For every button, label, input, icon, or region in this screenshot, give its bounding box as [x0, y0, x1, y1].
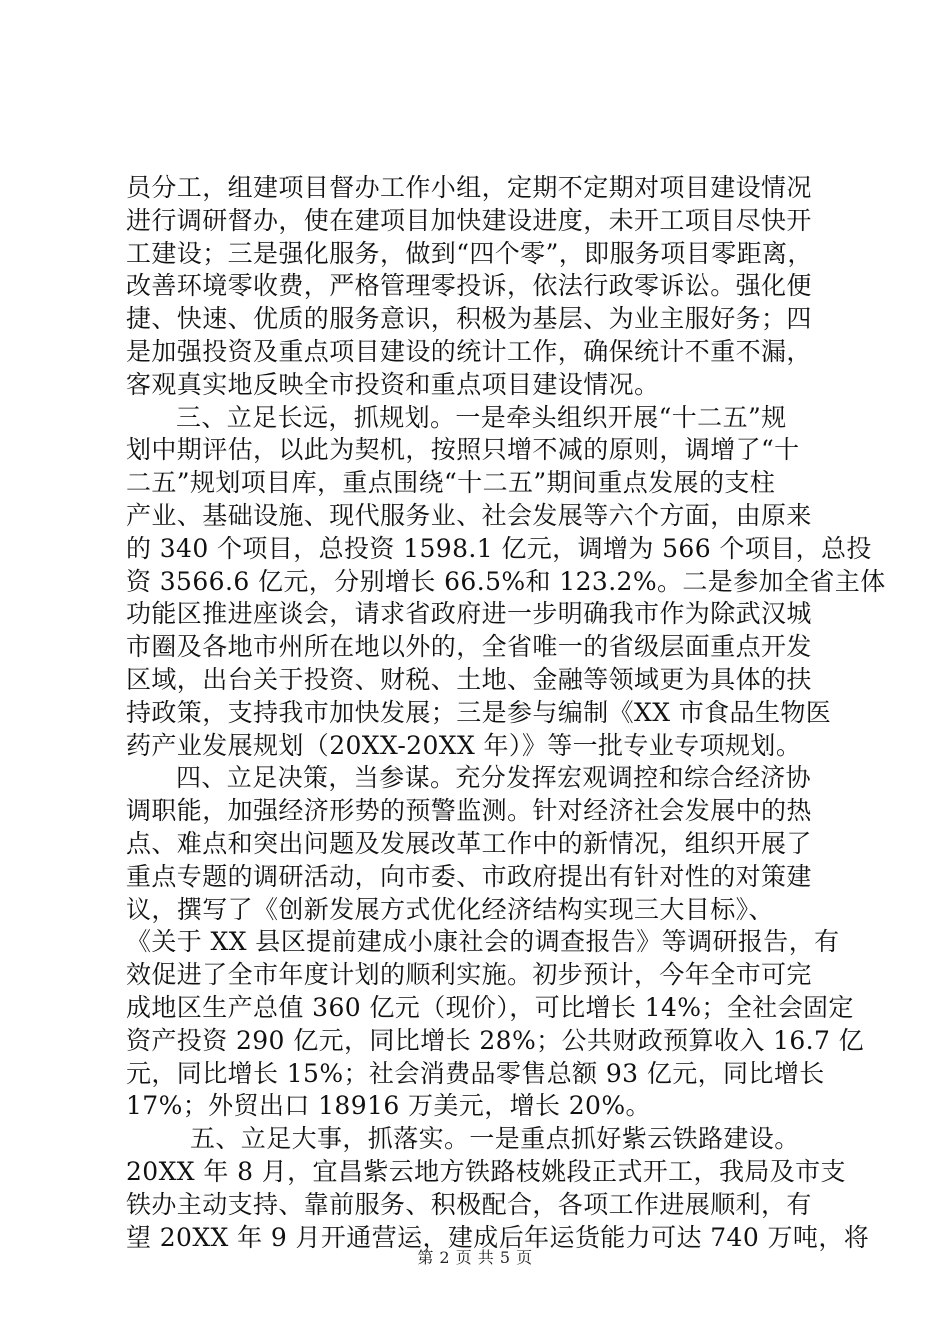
text-line: 17%；外贸出口 18916 万美元，增长 20%。	[126, 1091, 651, 1121]
text-line: 资产投资 290 亿元，同比增长 28%；公共财政预算收入 16.7 亿	[126, 1025, 865, 1055]
text-line: 二五”规划项目库，重点围绕“十二五”期间重点发展的支柱	[126, 468, 776, 498]
text-line: 工建设；三是强化服务，做到“四个零”，即服务项目零距离，	[126, 238, 813, 268]
text-line: 的 340 个项目，总投资 1598.1 亿元，调增为 566 个项目，总投	[126, 533, 872, 563]
text-line: 《关于 XX 县区提前建成小康社会的调查报告》等调研报告，有	[126, 927, 840, 957]
text-line: 点、难点和突出问题及发展改革工作中的新情况，组织开展了	[126, 828, 812, 858]
text-line: 功能区推进座谈会，请求省政府进一步明确我市作为除武汉城	[126, 599, 812, 629]
text-line: 望 20XX 年 9 月开通营运，建成后年运货能力可达 740 万吨，将	[126, 1222, 870, 1252]
text-line: 重点专题的调研活动，向市委、市政府提出有针对性的对策建	[126, 861, 812, 891]
body-text	[126, 172, 886, 1254]
text-line: 市圈及各地市州所在地以外的，全省唯一的省级层面重点开发	[126, 632, 812, 662]
text-line: 议，撰写了《创新发展方式优化经济结构实现三大目标》、	[126, 894, 774, 924]
text-line: 划中期评估，以此为契机，按照只增不减的原则，调增了“十	[126, 435, 800, 465]
text-line: 捷、快速、优质的服务意识，积极为基层、为业主服好务；四	[126, 304, 812, 334]
text-line: 调职能，加强经济形势的预警监测。针对经济社会发展中的热	[126, 796, 812, 826]
text-line: 元，同比增长 15%；社会消费品零售总额 93 亿元，同比增长	[126, 1058, 825, 1088]
text-line: 产业、基础设施、现代服务业、社会发展等六个方面，由原来	[126, 500, 812, 530]
text-line: 铁办主动支持、靠前服务、积极配合，各项工作进展顺利，有	[126, 1189, 812, 1219]
text-line: 客观真实地反映全市投资和重点项目建设情况。	[126, 369, 660, 399]
text-line: 效促进了全市年度计划的顺利实施。初步预计，今年全市可完	[126, 960, 812, 990]
text-line: 持政策，支持我市加快发展；三是参与编制《XX 市食品生物医	[126, 697, 832, 727]
text-line: 员分工，组建项目督办工作小组，定期不定期对项目建设情况	[126, 173, 812, 202]
section-heading-line: 四、立足决策，当参谋。充分发挥宏观调控和综合经济协	[176, 763, 812, 793]
text-line: 成地区生产总值 360 亿元（现价），可比增长 14%；全社会固定	[126, 992, 854, 1022]
page-number-footer: 第 2 页 共 5 页	[417, 1248, 533, 1267]
text-line: 是加强投资及重点项目建设的统计工作，确保统计不重不漏，	[126, 336, 812, 366]
text-line: 改善环境零收费，严格管理零投诉，依法行政零诉讼。强化便	[126, 271, 812, 301]
text-line: 20XX 年 8 月，宜昌紫云地方铁路枝姚段正式开工，我局及市支	[126, 1156, 846, 1186]
text-line: 资 3566.6 亿元，分别增长 66.5%和 123.2%。二是参加全省主体	[126, 566, 886, 596]
text-line: 区域，出台关于投资、财税、土地、金融等领域更为具体的扶	[126, 664, 812, 694]
text-line: 药产业发展规划（20XX-20XX 年）》等一批专业专项规划。	[126, 730, 802, 760]
text-line: 进行调研督办，使在建项目加快建设进度，未开工项目尽快开	[126, 205, 812, 235]
section-heading-line: 五、立足大事，抓落实。一是重点抓好紫云铁路建设。	[190, 1124, 800, 1154]
section-heading-line: 三、立足长远，抓规划。一是牵头组织开展“十二五”规	[176, 402, 787, 432]
